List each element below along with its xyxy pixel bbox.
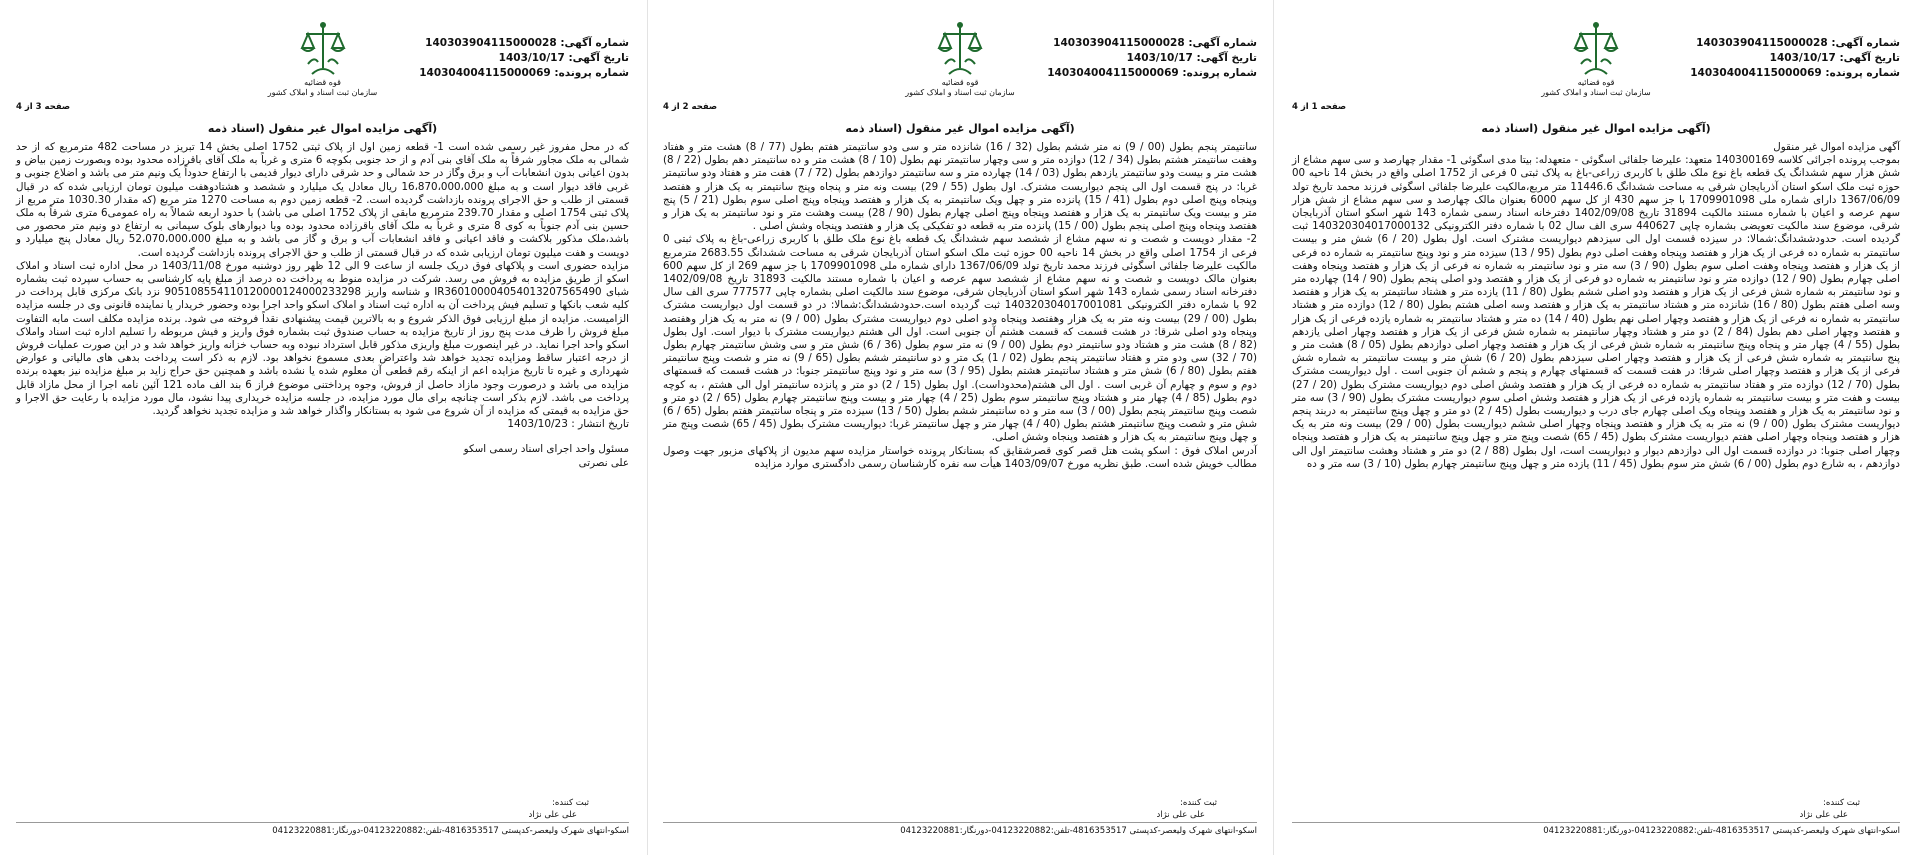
scales-of-justice-icon: [1573, 20, 1619, 78]
ad-title: (آگهی مزایده اموال غیر منقول (اسناد ذمه: [1481, 122, 1711, 135]
ad-number: شماره آگهی: 140303904115000028: [425, 37, 629, 49]
document-page-page2: [649, 0, 1271, 855]
org-line-1: قوه قضائیه: [1577, 78, 1615, 87]
ad-meta: [1690, 36, 1900, 81]
ad-meta: [1047, 36, 1257, 81]
org-line-2: سازمان ثبت اسناد و املاک کشور: [1541, 88, 1651, 97]
ad-title: (آگهی مزایده اموال غیر منقول (اسناد ذمه: [207, 122, 438, 135]
page-footer: [16, 797, 629, 837]
page-number: صفحه 2 از 4: [663, 102, 718, 112]
registrar: ثبت کننده: علی علی نژاد: [1799, 798, 1860, 820]
signature-line: علی نصرتی: [578, 456, 629, 469]
registrar-name: علی علی نژاد: [528, 810, 577, 820]
org-line-1: قوه قضائیه: [941, 78, 979, 87]
registrar-name: علی علی نژاد: [1156, 810, 1205, 820]
org-line-2: سازمان ثبت اسناد و املاک کشور: [267, 88, 378, 97]
ad-date: تاریخ آگهی: 1403/10/17: [1126, 52, 1257, 64]
ad-number: شماره آگهی: 140303904115000028: [1696, 37, 1900, 49]
org-line-2: سازمان ثبت اسناد و املاک کشور: [905, 88, 1015, 97]
ad-meta: [419, 36, 629, 81]
page-number: صفحه 1 از 4: [1292, 102, 1347, 112]
document-page-page3: [0, 0, 645, 855]
page-footer: [663, 797, 1257, 837]
org-line-1: قوه قضائیه: [304, 78, 341, 87]
ad-paragraph: آدرس املاک فوق : اسکو پشت هتل قصر کوی قصرشقایق که بستانکار پرونده خواستار مزایده سهم مدیون از پلاکهای مزبور جهت وصول مطالب خویش شده است. طبق نظریه مورخ 1403/09/07 هیأت سه نفره کارشناسان رسمی دادگستری موارد مزایده: [663, 444, 1257, 470]
office-address: اسکو-انتهای شهرک ولیعصر-کدپستی 4816353517-تلفن:04123220882-دورنگار:04123220881: [663, 822, 1257, 837]
ad-number: شماره آگهی: 140303904115000028: [1053, 37, 1257, 49]
document-page-page1: [1276, 0, 1916, 855]
page-number: صفحه 3 از 4: [16, 102, 71, 112]
page-header: [16, 8, 629, 118]
office-address: اسکو-انتهای شهرک ولیعصر-کدپستی 4816353517-تلفن:04123220882-دورنگار:04123220881: [1292, 822, 1900, 837]
ad-date: تاریخ آگهی: 1403/10/17: [498, 52, 629, 64]
registrar: ثبت کننده: علی علی نژاد: [1156, 798, 1217, 820]
scales-of-justice-icon: [300, 20, 346, 78]
registrar: ثبت کننده: علی علی نژاد: [528, 798, 589, 820]
page-footer: [1292, 797, 1900, 837]
ad-paragraph: آگهی مزایده اموال غیر منقول: [1773, 141, 1900, 153]
page-header: [1292, 8, 1900, 118]
file-number: شماره پرونده: 140304004115000069: [1690, 67, 1900, 79]
ad-paragraph: سانتیمتر پنجم بطول (00 / 9) نه متر ششم بطول (32 / 16) شانزده متر و سی ودو سانتیمتر هفتم بطول (77 / 8) هشت متر و هفتاد وهفت سانتیمتر هشتم بطول (34 / 12) دوازده متر و سی وچهار سانتیمتر نهم بطول (10 / 8) هشت متر و ده سانتیمتر دهم بطول (22 / 8) هشت متر و بیست ودو سانتیمتر یازدهم بطول (03 / 14) چهارده متر و سه سانتیمتر دوازدهم بطول (72 / 7) هفت متر و هفتاد ودو سانتیمتر غربا: در پنج قسمت اول الی پنجم دیواریست مشترک. اول بطول (55 / 29) بیست ونه متر و پنجاه وپنج سانتیمتر به یک هزار و هفتصد وپنجاه وپنج اصلی دوم بطول (41 / 15) پانزده متر و چهل ویک سانتیمتر به یک هزار و هفتصد وپنجاه وپنج اصلی سوم بطول (21 / 5) پنج متر و بیست ویک سانتیمتر به یک هزار و هفتصد وپنجاه وپنج اصلی چهارم بطول (90 / 28) بیست وهشت متر و نود سانتیمتر به یک هزار و هفتصد وپنجاه وپنج اصلی پنجم بطول (00 / 15) پانزده متر به قطعه دو تفکیکی یک هزار و هفتصد وپنجاه وشش اصلی .: [663, 141, 1258, 233]
scales-of-justice-icon: [937, 20, 983, 78]
registrar-name: علی علی نژاد: [1799, 810, 1848, 820]
ad-body: [1292, 141, 1900, 471]
ad-paragraph: بموجب پرونده اجرائی کلاسه 140300169 متعهد: علیرضا جلفائی اسگوئی - متعهدله: بیتا مدی اسگوئی 1- مقدار چهارصد و سی سهم مشاع از شش هزار سهم ششدانگ یک قطعه باغ نوع ملک طلق با کاربری زراعی-باغ به پلاک ثبتی 0 فرعی از 1752 اصلی واقع در بخش 14 ناحیه 00 حوزه ثبت ملک اسکو استان آذربایجان شرقی به مساحت ششدانگ 11446.6 متر مربع،مالکیت علیرضا جلفائی اسگوئی فرزند محمد تاریخ تولد 1367/06/09 دارای شماره ملی 1709901098 با جز سهم 430 از کل سهم 6000 بعنوان مالک چهارصد و سی سهم مشاع از شش هزار سهم عرصه و اعیان با شماره مستند مالکیت 31894 تاریخ 1402/09/08 دفترخانه اسناد رسمی شماره 143 شهر اسکو استان آذربایجان شرقی، موضوع سند مالکیت تعویضی بشماره چاپی 440627 سری الف سال 02 با شماره دفتر الکترونیکی 140320304017000132 ثبت گردیده است. حدودششدانگ:شمالا: در سیزده قسمت اول الی سیزدهم دیواریست مشترک است. اول بطول (20 / 6) شش متر و بیست سانتیمتر به شماره ده فرعی از یک هزار و هفتصد وپنجاه وهفت اصلی دوم بطول (95 / 13) سیزده متر و نود وپنج سانتیمتر به شماره ده فرعی از یک هزار و هفتصد وپنجاه وهفت اصلی سوم بطول (90 / 3) سه متر و نود سانتیمتر به شماره نه فرعی از یک هزار و هفتصد وپنجاه وهفت اصلی چهارم بطول (90 / 12) دوازده متر و نود سانتیمتر به شماره دو فرعی از یک هزار و هفتصد ودو اصلی پنجم بطول (90 / 14) چهارده متر و نود سانتیمتر به شماره شش فرعی از یک هزار و هفتصد ودو اصلی ششم بطول (80 / 11) یازده متر و هشتاد سانتیمتر به یک هزار و هفتصد وسه اصلی هفتم بطول (80 / 16) شانزده متر و هشتاد سانتیمتر به یک هزار و هفتصد وسه اصلی هشتم بطول (80 / 12) دوازده متر و هشتاد سانتیمتر به شماره نه فرعی از یک هزار و هفتصد وچهار اصلی نهم بطول (40 / 14) ده متر و هشتاد سانتیمتر به شماره یازده فرعی از یک هزار و هفتصد وچهار اصلی دهم بطول (84 / 2) دو متر و هشتاد وچهار سانتیمتر به شماره شش فرعی از یک هزار و هفتصد وچهار اصلی یازدهم بطول (55 / 4) چهار متر و پنجاه وپنج سانتیمتر به شماره شش فرعی از یک هزار و هفتصد وچهار اصلی دوازدهم بطول (05 / 8) هشت متر و پنج سانتیمتر به شماره شش فرعی از یک هزار و هفتصد وچهار اصلی سیزدهم بطول (20 / 6) شش متر و بیست سانتیمتر به شماره شش فرعی از یک هزار و هفتصد وچهار اصلی شرقا: در هفت قسمت که قسمتهای چهارم و پنجم و ششم آن جنوبی است . اول دیواریست مشترک بطول (70 / 12) دوازده متر و هفتاد سانتیمتر به شماره ده فرعی از یک هزار و هفتصد وشش اصلی دوم دیواریست مشترک بطول (20 / 27) بیست و هفت متر و بیست سانتیمتر به شماره یازده فرعی از یک هزار و هفتصد وشش اصلی سوم دیواریست مشترک بطول (90 / 3) سه متر و نود سانتیمتر به یک هزار و هفتصد وپنجاه ویک اصلی چهارم جای درب و دیواریست بطول (45 / 2) دو متر و چهل وپنج سانتیمتر به دربند پنجم دیواریست مشترک بطول (00 / 9) نه متر به یک هزار و هفتصد وپنجاه وچهار اصلی ششم دیواریست بطول (00 / 29) بیست ونه متر به یک هزار و هفتصد وپنجاه وچهار اصلی هفتم دیواریست مشترک بطول (45 / 65) شصت وپنج متر و چهل وپنج سانتیمتر به یک هزار و هفتصد وپنجاه وچهار اصلی جنوبا: در دوازده قسمت اول الی دوازدهم دیوار و دیواریست است، اول بطول (88 / 2) دو متر و هشتاد وهشت سانتیمتر اول الی دوازدهم ، به شارع دوم بطول (00 / 6) شش متر سوم بطول (45 / 11) یازده متر و چهل وپنج سانتیمتر چهارم بطول (10 / 3) سه متر و ده: [1292, 154, 1901, 470]
signature-line: مسئول واحد اجرای اسناد رسمی اسکو: [463, 443, 629, 456]
file-number: شماره پرونده: 140304004115000069: [419, 67, 629, 79]
ad-date: تاریخ آگهی: 1403/10/17: [1769, 52, 1900, 64]
ad-title: (آگهی مزایده اموال غیر منقول (اسناد ذمه: [845, 122, 1075, 135]
page-header: [663, 8, 1257, 118]
ad-body: [16, 141, 629, 431]
signature-block: [16, 443, 629, 469]
publish-date: تاریخ انتشار : 1403/10/23: [507, 418, 629, 431]
ad-paragraph: مزایده حضوری است و پلاکهای فوق دریک جلسه از ساعت 9 الی 12 ظهر روز دوشنبه مورخ 1403/11/08 در محل اداره ثبت اسناد و املاک اسکو از طریق مزایده به فروش می رسد. شرکت در مزایده منوط به پرداخت ده درصد از مبلغ پایه کارشناسی به حساب سپرده ثبت بشماره شبای IR360100004054013207565490 و شناسه واریز 905108554110120000124000233298 نزد بانک مرکزی قابل پرداخت در کلیه شعب بانکها و تسلیم فیش پرداخت آن به اداره ثبت اسناد و املاک اسکو واحد اجرا بوده وحضور خریدار یا نماینده قانونی وی در جلسه مزایده الزامیست. مزایده از مبلغ ارزیابی فوق الذکر شروع و به بالاترین قیمت پیشنهادی نقداً فروخته می شود. برنده مزایده مکلف است مابه التفاوت مبلغ فروش را ظرف مدت پنج روز از تاریخ مزایده به حساب صندوق ثبت بشماره فوق واریز و فیش مربوطه را تسلیم اداره ثبت اسناد واملاک اسکو واحد اجرا نماید. در غیر اینصورت مبلغ واریزی مذکور قابل استرداد نبوده وبه حساب خزانه واریز خواهد شد و در این صورت عملیات فروش از درجه اعتبار ساقط ومزایده تجدید خواهد شد واعتراض بعدی مسموع نخواهد بود. لازم به ذکر است پرداخت بدهی های مالیاتی و عوارض شهرداری و غیره تا تاریخ مزایده اعم از اینکه رقم قطعی آن معلوم شده یا نشده باشد و همچنین حق حراج زاید بر مبلغ مزایده نیز بعهده برنده مزایده می باشد و درصورت وجود مازاد حاصل از فروش، وجوه پرداختنی موضوع فراز 6 بند الف ماده 121 آئین نامه اجرا از محل مازاد قابل پرداخت می باشد. لازم بذکر است چنانچه برای مال مورد مزایده، در جلسه مزایده خریداری پیدا نشود، مال مورد مزایده با رعایت حق الاجرا و حق مزایده به قیمتی که مزایده از آن شروع می شود به بستانکار واگذار خواهد شد و مزایده تجدید نخواهد گردید.: [16, 259, 630, 418]
judiciary-emblem: [1531, 20, 1661, 98]
ad-body: [663, 141, 1257, 471]
ad-paragraph: 2- مقدار دویست و شصت و نه سهم مشاع از ششصد سهم ششدانگ یک قطعه باغ نوع ملک طلق با کاربری زراعی-باغ به پلاک ثبتی 0 فرعی از 1754 اصلی واقع در بخش 14 ناحیه 00 حوزه ثبت ملک اسکو استان آذربایجان شرقی به مساحت ششدانگ 2683.55 مترمربع مالکیت علیرضا جلفائی اسگوئی فرزند محمد تاریخ تولد 1367/06/09 دارای شماره ملی 1709901098 با جز سهم 269 از کل سهم 600 بعنوان مالک دویست و شصت و نه سهم مشاع از ششصد سهم عرصه و اعیان با شماره مستند مالکیت 31893 تاریخ 1402/09/08 دفترخانه اسناد رسمی شماره 143 شهر اسکو استان آذربایجان شرقی، موضوع سند مالکیت اصلی بشماره چاپی 777577 سری الف سال 92 با شماره دفتر الکترونیکی 140320304017001081 ثبت گردیده است.حدودششدانگ:شمالا: در دو قسمت اول دیواریست مشترک بطول (00 / 29) بیست ونه متر به یک هزار وهفتصد وپنجاه ودو اصلی دوم دیواریست مشترک بطول (00 / 9) نه متر به یک هزار وهفتصد وپنجاه ودو اصلی شرقا: در هشت قسمت که قسمت هشتم آن جنوبی است. اول الی هشتم دیواریست مشترک با دیوار است. اول بطول (82 / 8) هشت متر و هشتاد ودو سانتیمتر دوم بطول (00 / 9) نه متر سوم بطول (36 / 6) شش متر و سی وشش سانتیمتر چهارم بطول (70 / 32) سی ودو متر و هفتاد سانتیمتر پنجم بطول (02 / 1) یک متر و دو سانتیمتر ششم بطول (65 / 9) نه متر و شصت وپنج سانتیمتر هفتم بطول (80 / 6) شش متر و هشتاد سانتیمتر هشتم بطول (95 / 3) سه متر و نود وپنج سانتیمتر جنوبا: در هشت قسمت که قسمتهای دوم و سوم و چهارم آن غربی است . اول الی هشتم(محدوداست). اول بطول (15 / 2) دو متر و پانزده سانتیمتر اول الی هشتم ، به کوچه دوم بطول (85 / 4) چهار متر و هشتاد وپنج سانتیمتر سوم بطول (25 / 4) چهار متر و بیست وپنج سانتیمتر چهارم بطول (65 / 2) دو متر و شصت وپنج سانتیمتر پنجم بطول (00 / 3) سه متر و ده سانتیمتر ششم بطول (50 / 13) سیزده متر و پنجاه سانتیمتر هفتم بطول (65 / 6) شش متر و شصت وپنج سانتیمتر هشتم بطول (40 / 4) چهار متر و چهل سانتیمتر غربا: دیواریست مشترک بطول (45 / 65) شصت وپنج متر و چهل وپنج سانتیمتر به یک هزار و هفتصد وپنجاه وشش اصلی.: [663, 233, 1258, 444]
office-address: اسکو-انتهای شهرک ولیعصر-کدپستی 4816353517-تلفن:04123220882-دورنگار:04123220881: [16, 822, 629, 837]
file-number: شماره پرونده: 140304004115000069: [1047, 67, 1257, 79]
judiciary-emblem: [895, 20, 1025, 98]
ad-paragraph: که در محل مفروز غیر رسمی شده است 1- قطعه زمین اول از پلاک ثبتی 1752 اصلی بخش 14 تبریز در مساحت 482 مترمربع که از حد شمالی به ملک مجاور شرقاً به ملک آقای بنی آدم و از حد جنوبی بکوچه 6 متری و غرباً به ملک آقای باقرزاده محدود بوده وبصورت زمین بیاض و بدون اعیانی بدون انشعابات آب و برق وگاز در حد شمالی و حد شرقی دارای دیوار قدیمی با ارتفاع حدوداً یک ونیم متر می باشد و اضلاع جنوبی و غربی فاقد دیوار است و به مبلغ 16،870،000،000 ریال معادل یک میلیارد و ششصد و هشتادوهفت میلیون تومان ارزیابی شده که در قبال قسمتی از طلب و حق الاجرای پرونده بازداشت گردیده است. 2- قطعه زمین دوم به مساحت 1270 متر مربع (که مقدار 1030.30 متر مربع از پلاک ثبتی 1754 اصلی و مقدار 239.70 مترمربع مابقی از پلاک 1752 اصلی می باشد) با حدود اربعه شمالاً به راه عمومی6 متری شرقاً به ملک حسین بنی آدم جنوباً به کوی 8 متری و غرباً به ملک آقای باقرزاده محدود بوده وبا دیوارهای بلوک سیمانی به ارتفاع دو ونیم متر محصور می باشد،ملک مذکور بلاکشت و فاقد اعیانی و فاقد انشعابات آب و برق و گاز می باشد و به مبلغ 52،070،000،000 ریال معادل پنج میلیارد و دویست و هفت میلیون تومان ارزیابی شده که در قبال قسمتی از طلب و حق الاجرای پرونده بازداشت گردیده است.: [16, 141, 630, 259]
judiciary-emblem: [258, 20, 388, 98]
